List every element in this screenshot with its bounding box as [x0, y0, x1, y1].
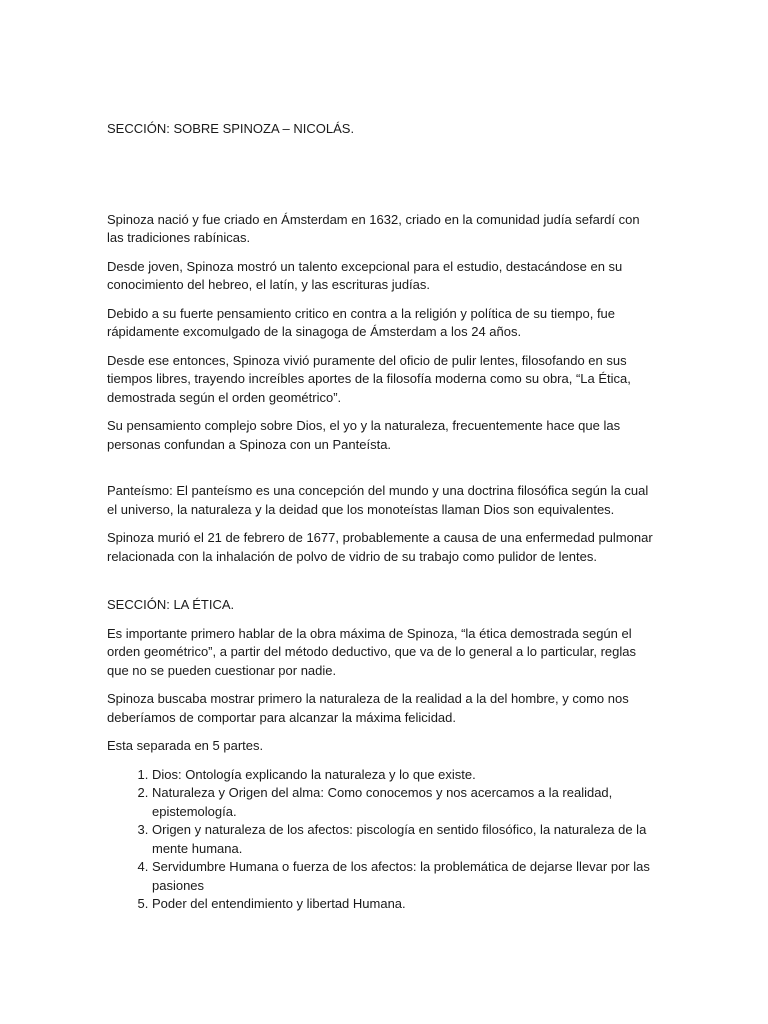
paragraph-ethics-goal: Spinoza buscaba mostrar primero la naturaleza de la realidad a la del hombre, y como nos deberíamos de comportar para alcanzar la máxima felicidad.: [107, 691, 629, 725]
paragraph-ethics-intro: Es importante primero hablar de la obra máxima de Spinoza, “la ética demostrada según el orden geométrico”, a partir del método deductivo, que va de lo general a lo particular, reglas que no se pueden cuestionar por nadie.: [107, 625, 636, 678]
paragraph-death: Spinoza murió el 21 de febrero de 1677, probablemente a causa de una enfermedad pulmonar relacionada con la inhalación de polvo de vidrio de su trabajo como pulidor de lentes.: [107, 530, 653, 564]
document-body: [107, 120, 655, 914]
paragraph-pantheist: Su pensamiento complejo sobre Dios, el yo y la naturaleza, frecuentemente hace que las personas confundan a Spinoza con un Panteísta.: [107, 418, 621, 452]
paragraph-lens-grinding: Desde ese entonces, Spinoza vivió puramente del oficio de pulir lentes, filosofando en sus tiempos libres, trayendo increíbles aportes de la filosofía moderna como su obra, “La Ética, demostrada según el orden geométrico”.: [107, 352, 631, 405]
list-item: 1. Dios: Ontología explicando la naturaleza y lo que existe.: [152, 766, 655, 785]
list-item: 3. Origen y naturaleza de los afectos: piscología en sentido filosófico, la naturaleza de la mente humana.: [152, 821, 655, 858]
paragraph-pantheism-definition: Panteísmo: El panteísmo es una concepción del mundo y una doctrina filosófica según la cual el universo, la naturaleza y la deidad que los monoteístas llaman Dios son equivalentes.: [107, 483, 649, 517]
paragraph-youth: Desde joven, Spinoza mostró un talento excepcional para el estudio, destacándose en su conocimiento del hebreo, el latín, y las escrituras judías.: [107, 258, 623, 292]
parts-list: [107, 766, 655, 914]
paragraph-five-parts: Esta separada en 5 partes.: [107, 738, 264, 753]
list-item: 4. Servidumbre Humana o fuerza de los afectos: la problemática de dejarse llevar por las pasiones: [152, 858, 655, 895]
paragraph-excommunication: Debido a su fuerte pensamiento critico en contra a la religión y política de su tiempo, fue rápidamente excomulgado de la sinagoga de Ámsterdam a los 24 años.: [107, 305, 616, 339]
paragraph-birth: Spinoza nació y fue criado en Ámsterdam en 1632, criado en la comunidad judía sefardí con las tradiciones rabínicas.: [107, 211, 640, 245]
section-heading-la-etica: SECCIÓN: LA ÉTICA.: [107, 597, 235, 612]
section-heading-sobre-spinoza: SECCIÓN: SOBRE SPINOZA – NICOLÁS.: [107, 121, 355, 136]
list-item: 5. Poder del entendimiento y libertad Humana.: [152, 895, 655, 914]
list-item: 2. Naturaleza y Origen del alma: Como conocemos y nos acercamos a la realidad, epistemología.: [152, 784, 655, 821]
